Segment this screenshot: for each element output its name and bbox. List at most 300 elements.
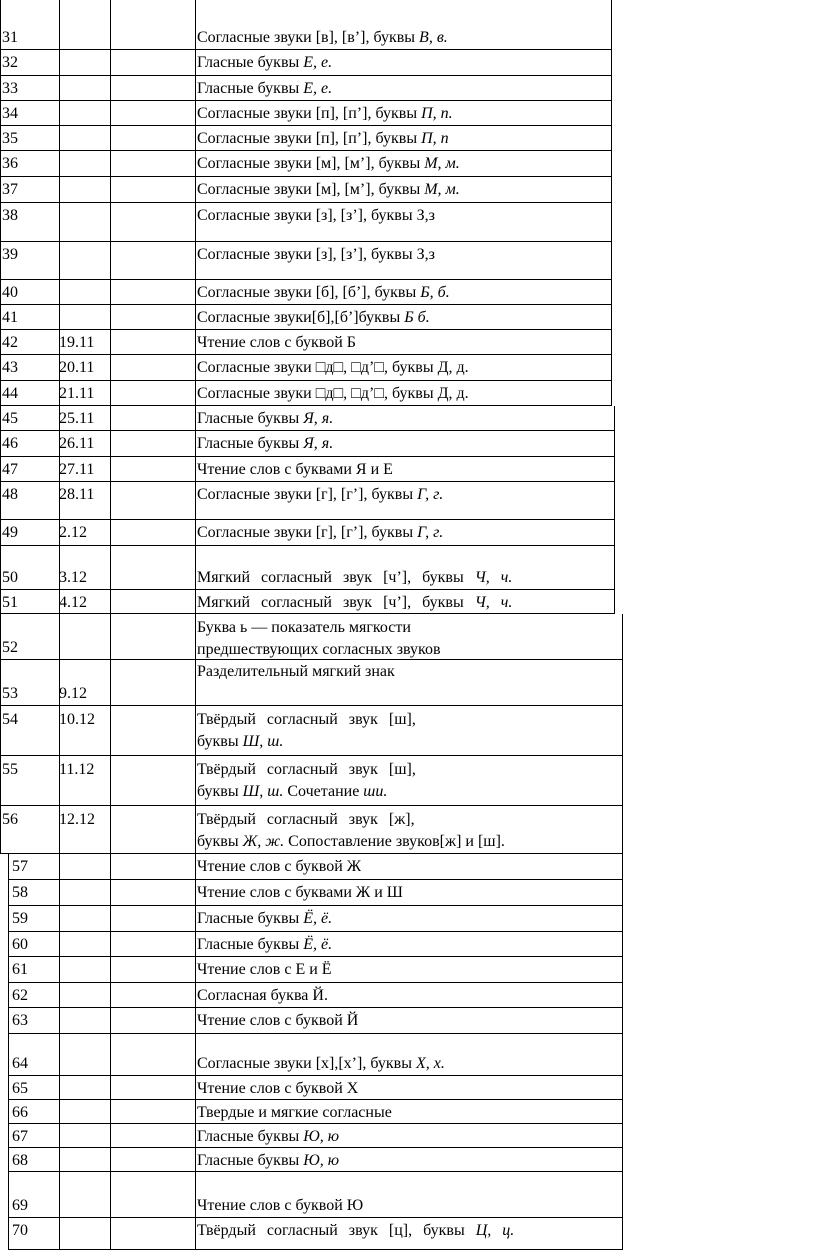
lesson-title-text: буквы xyxy=(197,733,243,750)
column-divider xyxy=(8,1172,9,1218)
column-divider xyxy=(110,482,111,520)
column-divider xyxy=(622,1076,623,1100)
column-divider xyxy=(110,406,111,431)
column-divider xyxy=(622,756,623,806)
lesson-title-text: буквы xyxy=(197,783,243,800)
lesson-title xyxy=(197,1011,358,1031)
lesson-title-text: Согласные звуки [з], [з’], буквы З,з xyxy=(197,246,435,263)
column-divider xyxy=(611,280,612,305)
column-divider xyxy=(59,1100,60,1124)
column-divider xyxy=(611,203,612,242)
column-divider xyxy=(622,660,623,706)
lesson-title xyxy=(197,960,332,980)
column-divider xyxy=(622,1172,623,1218)
column-divider xyxy=(8,880,9,906)
column-divider xyxy=(622,1218,623,1250)
lesson-number: 54 xyxy=(2,711,18,728)
column-divider xyxy=(59,906,60,932)
lesson-date: 27.11 xyxy=(59,461,95,478)
lesson-number: 63 xyxy=(12,1012,28,1029)
column-divider xyxy=(195,177,196,203)
lesson-title-text: Твердые и мягкие согласные xyxy=(197,1104,392,1121)
column-divider xyxy=(0,614,1,660)
lesson-title-text: Согласные звуки □д□, □д’□, буквы Д, д. xyxy=(197,385,469,402)
lesson-number: 68 xyxy=(12,1152,28,1169)
lesson-title-text: Согласная буква Й. xyxy=(197,987,328,1004)
lesson-title-text: Чтение слов с буквой Б xyxy=(197,334,356,351)
lesson-title-text: Согласные звуки [х],[х’], буквы xyxy=(197,1055,416,1072)
column-divider xyxy=(110,0,111,50)
lesson-title-text: Гласные буквы xyxy=(197,1128,304,1145)
column-divider xyxy=(195,957,196,983)
lesson-number: 36 xyxy=(2,155,18,172)
column-divider xyxy=(195,1100,196,1124)
lesson-letters: Г, г. xyxy=(417,486,444,503)
lesson-title-text: Согласные звуки [г], [г’], буквы xyxy=(197,524,418,541)
lesson-date: 11.12 xyxy=(59,761,95,778)
column-divider xyxy=(59,305,60,330)
lesson-number: 31 xyxy=(2,29,18,46)
column-divider xyxy=(0,482,1,520)
lesson-number: 52 xyxy=(2,639,18,656)
lesson-letters: Е, е. xyxy=(303,54,333,71)
lesson-number: 58 xyxy=(12,884,28,901)
lesson-number: 66 xyxy=(12,1104,28,1121)
column-divider xyxy=(59,854,60,880)
lesson-date: 12.12 xyxy=(59,811,95,828)
column-divider xyxy=(110,660,111,706)
lesson-title xyxy=(197,593,512,613)
column-divider xyxy=(195,406,196,431)
lesson-title-text: Мягкий согласный звук [ч’], буквы xyxy=(197,569,475,586)
lesson-title xyxy=(197,104,453,124)
lesson-title-text: Согласные звуки □д□, □д’□, буквы Д, д. xyxy=(197,359,469,376)
column-divider xyxy=(622,854,623,880)
lesson-title-text: Твёрдый согласный звук [ц], буквы xyxy=(197,1222,476,1239)
column-divider xyxy=(59,101,60,126)
lesson-number: 40 xyxy=(2,284,18,301)
lesson-title-text: Согласные звуки [п], [п’], буквы xyxy=(197,130,422,147)
lesson-title-text: Гласные буквы xyxy=(197,80,304,97)
lesson-title xyxy=(197,245,435,265)
column-divider xyxy=(0,330,1,355)
column-divider xyxy=(0,406,1,431)
column-divider xyxy=(0,546,1,590)
lesson-number: 64 xyxy=(12,1055,28,1072)
column-divider xyxy=(110,381,111,406)
column-divider xyxy=(59,280,60,305)
column-divider xyxy=(611,151,612,177)
lesson-title xyxy=(197,857,361,877)
column-divider xyxy=(195,906,196,932)
lesson-letters: П, п. xyxy=(421,105,453,122)
column-divider xyxy=(195,880,196,906)
lesson-title xyxy=(197,79,332,99)
column-divider xyxy=(59,0,60,50)
lesson-date: 2.12 xyxy=(59,524,87,541)
column-divider xyxy=(195,520,196,546)
column-divider xyxy=(195,457,196,482)
lesson-number: 38 xyxy=(2,207,18,224)
lesson-title xyxy=(197,883,403,903)
column-divider xyxy=(110,50,111,76)
column-divider xyxy=(8,854,9,880)
lesson-title xyxy=(197,935,332,955)
column-divider xyxy=(195,151,196,177)
column-divider xyxy=(8,1148,9,1172)
lesson-number: 35 xyxy=(2,130,18,147)
column-divider xyxy=(8,957,9,983)
lesson-letters: Ё, ё. xyxy=(303,910,333,927)
column-divider xyxy=(110,756,111,806)
column-divider xyxy=(8,1008,9,1034)
column-divider xyxy=(622,983,623,1008)
column-divider xyxy=(622,1008,623,1034)
column-divider xyxy=(59,1172,60,1218)
column-divider xyxy=(195,806,196,854)
column-divider xyxy=(110,280,111,305)
lesson-letters: Ж, ж. xyxy=(242,833,285,850)
lesson-letters: П, п xyxy=(421,130,449,147)
column-divider xyxy=(110,203,111,242)
column-divider xyxy=(110,906,111,932)
column-divider xyxy=(8,1124,9,1148)
lesson-title xyxy=(197,409,333,429)
column-divider xyxy=(0,706,1,756)
column-divider xyxy=(622,906,623,932)
column-divider xyxy=(59,614,60,660)
column-divider xyxy=(195,242,196,280)
lesson-title-text: Разделительный мягкий знак xyxy=(197,663,395,680)
lesson-date: 28.11 xyxy=(59,486,95,503)
lesson-number: 47 xyxy=(2,461,18,478)
column-divider xyxy=(611,101,612,126)
column-divider xyxy=(8,983,9,1008)
column-divider xyxy=(195,381,196,406)
column-divider xyxy=(611,355,612,381)
lesson-number: 37 xyxy=(2,181,18,198)
column-divider xyxy=(0,126,1,151)
lesson-title-text: Твёрдый согласный звук [ш], xyxy=(197,761,416,778)
lesson-title xyxy=(197,1196,363,1216)
lesson-letters: Ю, ю xyxy=(303,1152,340,1169)
column-divider xyxy=(195,756,196,806)
lesson-title xyxy=(197,283,450,303)
lesson-letters: Г, г. xyxy=(417,524,444,541)
column-divider xyxy=(611,177,612,203)
column-divider xyxy=(110,706,111,756)
column-divider xyxy=(110,806,111,854)
column-divider xyxy=(110,1076,111,1100)
lesson-number: 53 xyxy=(2,685,18,702)
column-divider xyxy=(110,305,111,330)
lesson-title-line2 xyxy=(197,732,283,752)
lesson-number: 61 xyxy=(12,961,28,978)
column-divider xyxy=(0,177,1,203)
column-divider xyxy=(59,242,60,280)
column-divider xyxy=(195,1124,196,1148)
lesson-title-text: Чтение слов с буквами Ж и Ш xyxy=(197,884,403,901)
column-divider xyxy=(110,932,111,957)
lesson-letters: Б б. xyxy=(404,309,430,326)
lesson-title-text: Согласные звуки [в], [в’], буквы xyxy=(197,29,420,46)
lesson-date: 20.11 xyxy=(59,359,95,376)
lesson-date: 25.11 xyxy=(59,410,95,427)
column-divider xyxy=(110,1008,111,1034)
column-divider xyxy=(0,151,1,177)
column-divider xyxy=(110,242,111,280)
column-divider xyxy=(622,1148,623,1172)
column-divider xyxy=(110,983,111,1008)
column-divider xyxy=(0,50,1,76)
lesson-title-text: Твёрдый согласный звук [ш], xyxy=(197,711,416,728)
lesson-number: 34 xyxy=(2,105,18,122)
column-divider xyxy=(0,76,1,101)
column-divider xyxy=(611,0,612,50)
lesson-letters: Е, е. xyxy=(303,80,333,97)
lesson-title-text: Согласные звуки [б], [б’], буквы xyxy=(197,284,421,301)
column-divider xyxy=(195,614,196,660)
lesson-letters: Ч, ч. xyxy=(474,594,513,611)
lesson-title-text: Гласные буквы xyxy=(197,410,304,427)
lesson-title-text: Чтение слов с буквами Я и Е xyxy=(197,461,393,478)
lesson-title xyxy=(197,485,443,505)
lesson-title-text: Сочетание xyxy=(283,783,364,800)
column-divider xyxy=(59,1218,60,1250)
lesson-date: 3.12 xyxy=(59,569,87,586)
lesson-number: 50 xyxy=(2,569,18,586)
lesson-number: 45 xyxy=(2,410,18,427)
lesson-title-text: Чтение слов с Е и Ё xyxy=(197,961,332,978)
lesson-number: 57 xyxy=(12,858,28,875)
lesson-title xyxy=(197,1151,339,1171)
column-divider xyxy=(622,614,623,660)
lesson-title xyxy=(197,1221,514,1241)
column-divider xyxy=(0,756,1,806)
lesson-title-text: предшествующих согласных звуков xyxy=(197,641,441,658)
lesson-title-text: Согласные звуки [м], [м’], буквы xyxy=(197,181,425,198)
lesson-title-text: Чтение слов с буквой Ю xyxy=(197,1197,364,1214)
lesson-number: 65 xyxy=(12,1080,28,1097)
column-divider xyxy=(59,1034,60,1076)
column-divider xyxy=(611,242,612,280)
column-divider xyxy=(614,431,615,457)
lesson-title-line2 xyxy=(197,782,387,802)
column-divider xyxy=(611,305,612,330)
column-divider xyxy=(0,590,1,614)
column-divider xyxy=(195,50,196,76)
column-divider xyxy=(110,880,111,906)
lesson-letters: М, м. xyxy=(424,181,460,198)
column-divider xyxy=(0,0,1,50)
lesson-date: 4.12 xyxy=(59,594,87,611)
lesson-number: 42 xyxy=(2,334,18,351)
column-divider xyxy=(110,590,111,614)
lesson-title xyxy=(197,662,395,682)
column-divider xyxy=(611,76,612,101)
lesson-title-text: Гласные буквы xyxy=(197,936,304,953)
column-divider xyxy=(614,482,615,520)
lesson-title xyxy=(197,206,435,226)
column-divider xyxy=(614,406,615,431)
column-divider xyxy=(59,177,60,203)
column-divider xyxy=(622,806,623,854)
column-divider xyxy=(195,1218,196,1250)
lesson-title xyxy=(197,760,416,780)
column-divider xyxy=(611,330,612,355)
column-divider xyxy=(0,305,1,330)
lesson-title-line2 xyxy=(197,832,505,852)
lesson-number: 70 xyxy=(12,1222,28,1239)
column-divider xyxy=(622,1100,623,1124)
lesson-date: 9.12 xyxy=(59,685,87,702)
lesson-letters: Ю, ю xyxy=(303,1128,340,1145)
column-divider xyxy=(110,330,111,355)
lesson-title xyxy=(197,434,333,454)
lesson-number: 56 xyxy=(2,811,18,828)
lesson-number: 49 xyxy=(2,524,18,541)
column-divider xyxy=(110,355,111,381)
column-divider xyxy=(622,957,623,983)
column-divider xyxy=(59,1148,60,1172)
lesson-title xyxy=(197,308,430,328)
column-divider xyxy=(195,932,196,957)
lesson-number: 44 xyxy=(2,385,18,402)
column-divider xyxy=(110,957,111,983)
column-divider xyxy=(110,151,111,177)
column-divider xyxy=(110,1034,111,1076)
lesson-title-text: Гласные буквы xyxy=(197,435,304,452)
column-divider xyxy=(195,1076,196,1100)
lesson-letters: Ё, ё. xyxy=(303,936,333,953)
column-divider xyxy=(0,381,1,406)
column-divider xyxy=(195,1148,196,1172)
lesson-title-text: Согласные звуки [м], [м’], буквы xyxy=(197,155,425,172)
column-divider xyxy=(0,806,1,854)
lesson-date: 26.11 xyxy=(59,435,95,452)
lesson-letters: Я, я. xyxy=(303,410,334,427)
lesson-title xyxy=(197,1103,392,1123)
column-divider xyxy=(195,0,196,50)
lesson-number: 69 xyxy=(12,1197,28,1214)
lesson-title-text: Гласные буквы xyxy=(197,1152,304,1169)
column-divider xyxy=(8,1100,9,1124)
column-divider xyxy=(195,203,196,242)
column-divider xyxy=(195,482,196,520)
lesson-title xyxy=(197,909,332,929)
lesson-number: 32 xyxy=(2,54,18,71)
column-divider xyxy=(195,706,196,756)
column-divider xyxy=(0,457,1,482)
lesson-number: 39 xyxy=(2,246,18,263)
column-divider xyxy=(622,932,623,957)
lesson-title-text: Гласные буквы xyxy=(197,910,304,927)
column-divider xyxy=(0,203,1,242)
column-divider xyxy=(59,957,60,983)
column-divider xyxy=(195,280,196,305)
column-divider xyxy=(195,1008,196,1034)
column-divider xyxy=(59,76,60,101)
column-divider xyxy=(0,242,1,280)
lesson-number: 60 xyxy=(12,936,28,953)
lesson-title-text: Буква ь — показатель мягкости xyxy=(197,619,411,636)
column-divider xyxy=(195,355,196,381)
lesson-letters: В, в. xyxy=(419,29,448,46)
lesson-title xyxy=(197,154,460,174)
lesson-title xyxy=(197,333,356,353)
lesson-title xyxy=(197,358,469,378)
lesson-title-line2 xyxy=(197,640,441,660)
lesson-title xyxy=(197,568,512,588)
column-divider xyxy=(195,305,196,330)
column-divider xyxy=(59,1008,60,1034)
column-divider xyxy=(8,1034,9,1076)
column-divider xyxy=(195,983,196,1008)
column-divider xyxy=(59,1076,60,1100)
lesson-letters: Х, х. xyxy=(415,1055,445,1072)
column-divider xyxy=(110,126,111,151)
column-divider xyxy=(195,590,196,614)
column-divider xyxy=(110,1218,111,1250)
column-divider xyxy=(611,381,612,406)
lesson-title xyxy=(197,1054,445,1074)
lesson-letters: Б, б. xyxy=(420,284,450,301)
lesson-title xyxy=(197,710,416,730)
column-divider xyxy=(195,330,196,355)
column-divider xyxy=(195,854,196,880)
column-divider xyxy=(611,50,612,76)
column-divider xyxy=(110,854,111,880)
lesson-title-text: Чтение слов с буквой Х xyxy=(197,1080,359,1097)
lesson-title-text: Чтение слов с буквой Й xyxy=(197,1012,359,1029)
lesson-title xyxy=(197,129,449,149)
column-divider xyxy=(614,457,615,482)
column-divider xyxy=(0,431,1,457)
column-divider xyxy=(622,1034,623,1076)
lesson-number: 46 xyxy=(2,435,18,452)
column-divider xyxy=(59,983,60,1008)
lesson-number: 51 xyxy=(2,594,18,611)
lesson-title xyxy=(197,523,443,543)
lesson-number: 48 xyxy=(2,486,18,503)
column-divider xyxy=(195,1034,196,1076)
lesson-title-text: Согласные звуки[б],[б’]буквы xyxy=(197,309,405,326)
lesson-title xyxy=(197,53,332,73)
column-divider xyxy=(8,906,9,932)
lesson-title xyxy=(197,384,469,404)
lesson-title-text: Согласные звуки [з], [з’], буквы З,з xyxy=(197,207,435,224)
column-divider xyxy=(110,1100,111,1124)
column-divider xyxy=(110,1148,111,1172)
column-divider xyxy=(59,50,60,76)
column-divider xyxy=(614,520,615,546)
lesson-number: 59 xyxy=(12,910,28,927)
column-divider xyxy=(622,1124,623,1148)
lesson-date: 19.11 xyxy=(59,334,95,351)
lesson-letters: Ш, ш. xyxy=(242,733,284,750)
lesson-title xyxy=(197,810,415,830)
column-divider xyxy=(59,1124,60,1148)
lesson-title xyxy=(197,1127,339,1147)
lesson-title-text: буквы xyxy=(197,833,243,850)
column-divider xyxy=(110,1124,111,1148)
lesson-number: 55 xyxy=(2,761,18,778)
column-divider xyxy=(622,880,623,906)
column-divider xyxy=(110,431,111,457)
lesson-number: 62 xyxy=(12,987,28,1004)
column-divider xyxy=(110,546,111,590)
column-divider xyxy=(195,1172,196,1218)
